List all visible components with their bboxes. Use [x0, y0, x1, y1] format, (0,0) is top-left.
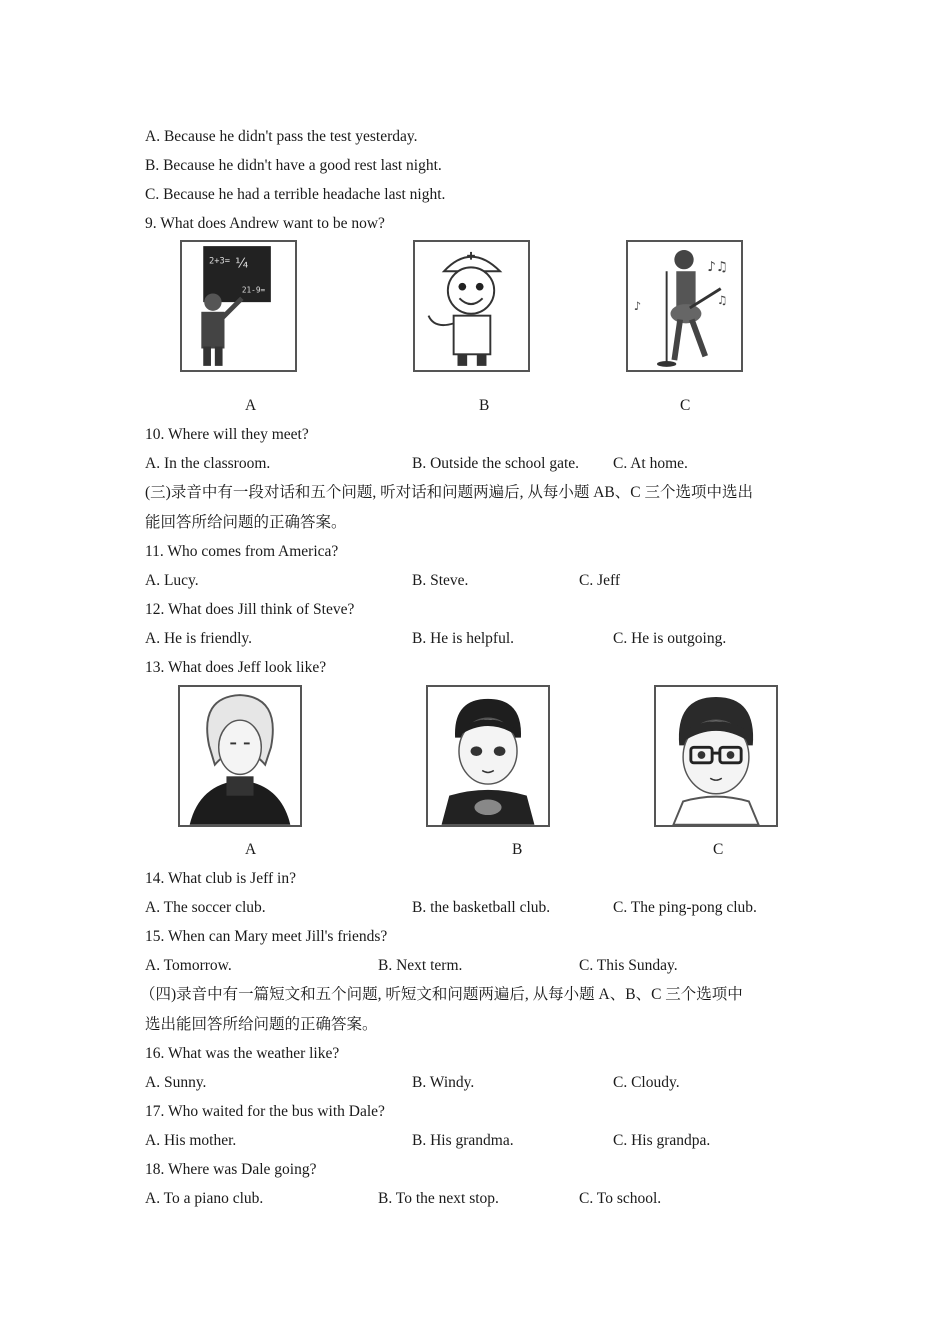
q14-option-a: A. The soccer club. [145, 899, 266, 916]
teacher-icon [182, 242, 295, 370]
q11-question: 11. Who comes from America? [145, 543, 339, 560]
q9-image-b-doctor [413, 240, 530, 372]
q14-option-c: C. The ping-pong club. [613, 899, 757, 916]
q17-option-a: A. His mother. [145, 1132, 237, 1149]
section4-instruction-line1: （四)录音中有一篇短文和五个问题, 听短文和问题两遍后, 从每小题 A、B、C 三个选项中 [140, 986, 743, 1003]
q10-option-a: A. In the classroom. [145, 455, 271, 472]
q17-question: 17. Who waited for the bus with Dale? [145, 1103, 385, 1120]
q9-label-a: A [245, 397, 257, 414]
svg-text:♪♫: ♪♫ [707, 259, 728, 276]
q13-label-b: B [512, 841, 523, 858]
q14-option-b: B. the basketball club. [412, 899, 551, 916]
q14-question: 14. What club is Jeff in? [145, 870, 296, 887]
q15-option-c: C. This Sunday. [579, 957, 678, 974]
q8-option-a: A. Because he didn't pass the test yesterday. [145, 128, 418, 145]
q18-question: 18. Where was Dale going? [145, 1161, 317, 1178]
q12-option-c: C. He is outgoing. [613, 630, 727, 647]
q15-option-b: B. Next term. [378, 957, 463, 974]
q16-option-b: B. Windy. [412, 1074, 475, 1091]
q12-option-b: B. He is helpful. [412, 630, 515, 647]
q13-label-a: A [245, 841, 257, 858]
section3-instruction-line2: 能回答所给问题的正确答案。 [145, 514, 347, 531]
q11-option-c: C. Jeff [579, 572, 621, 589]
q13-label-c: C [713, 841, 724, 858]
doctor-icon [415, 242, 528, 370]
boy-with-glasses-icon [656, 687, 776, 825]
q9-label-c: C [680, 397, 691, 414]
q11-option-a: A. Lucy. [145, 572, 199, 589]
q15-option-a: A. Tomorrow. [145, 957, 232, 974]
q9-question: 9. What does Andrew want to be now? [145, 215, 385, 232]
q10-option-b: B. Outside the school gate. [412, 455, 580, 472]
singer-icon [628, 242, 741, 370]
q16-option-c: C. Cloudy. [613, 1074, 680, 1091]
short-haired-boy-icon [428, 687, 548, 825]
q13-question: 13. What does Jeff look like? [145, 659, 327, 676]
q12-option-a: A. He is friendly. [145, 630, 253, 647]
q11-option-b: B. Steve. [412, 572, 469, 589]
svg-text:¼: ¼ [235, 255, 249, 272]
q9-image-a-teacher [180, 240, 297, 372]
q16-option-a: A. Sunny. [145, 1074, 207, 1091]
section4-instruction-line2: 选出能回答所给问题的正确答案。 [145, 1016, 378, 1033]
long-haired-man-icon [180, 687, 300, 825]
q9-image-c-singer [626, 240, 743, 372]
q13-image-a-long-hair [178, 685, 302, 827]
q10-option-c: C. At home. [613, 455, 688, 472]
q8-option-b: B. Because he didn't have a good rest last night. [145, 157, 442, 174]
svg-text:2+3=: 2+3= [209, 256, 230, 267]
q17-option-c: C. His grandpa. [613, 1132, 711, 1149]
svg-text:♪: ♪ [633, 298, 642, 313]
q9-label-b: B [479, 397, 490, 414]
q8-option-c: C. Because he had a terrible headache last night. [145, 186, 446, 203]
q10-question: 10. Where will they meet? [145, 426, 309, 443]
q18-option-a: A. To a piano club. [145, 1190, 264, 1207]
q18-option-c: C. To school. [579, 1190, 662, 1207]
q16-question: 16. What was the weather like? [145, 1045, 340, 1062]
q13-image-b-short-hair [426, 685, 550, 827]
section3-instruction-line1: (三)录音中有一段对话和五个问题, 听对话和问题两遍后, 从每小题 AB、C 三个选项中选出 [145, 484, 753, 501]
q13-image-c-glasses [654, 685, 778, 827]
q18-option-b: B. To the next stop. [378, 1190, 499, 1207]
svg-text:21-9=: 21-9= [241, 285, 266, 295]
q15-question: 15. When can Mary meet Jill's friends? [145, 928, 388, 945]
q17-option-b: B. His grandma. [412, 1132, 514, 1149]
svg-text:♫: ♫ [716, 293, 728, 308]
q12-question: 12. What does Jill think of Steve? [145, 601, 355, 618]
